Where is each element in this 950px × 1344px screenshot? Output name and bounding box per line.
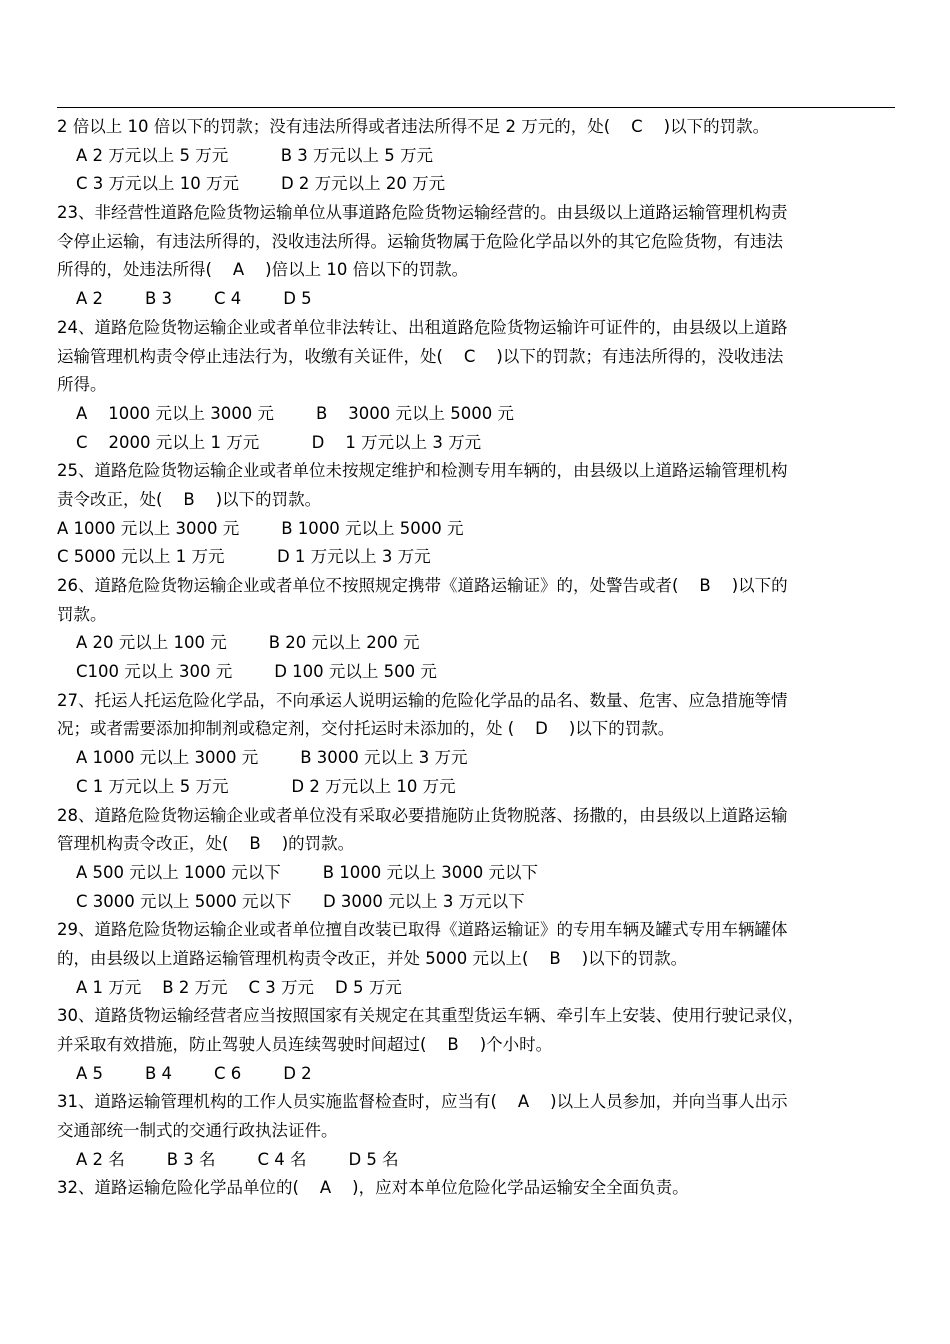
question-29: 29、道路危险货物运输企业或者单位擅自改装已取得《道路运输证》的专用车辆及罐式专用车辆罐体	[57, 920, 788, 940]
answer-options: A 1000 元以上 3000 元 B 3000 元以上 3 万元	[76, 748, 468, 768]
text-line: 2 倍以上 10 倍以下的罚款；没有违法所得或者违法所得不足 2 万元的，处( C )以下的罚款。	[57, 117, 770, 136]
answer-options: C 2000 元以上 1 万元 D 1 万元以上 3 万元	[76, 432, 482, 452]
answer-options: C 5000 元以上 1 万元 D 1 万元以上 3 万元	[57, 547, 431, 567]
answer-options: A 2 B 3 C 4 D 5	[76, 289, 312, 309]
question-27: 27、托运人托运危险化学品，不向承运人说明运输的危险化学品的品名、数量、危害、应急措施等情	[57, 690, 788, 710]
text-line: 所得。	[57, 375, 107, 395]
text-line: 交通部统一制式的交通行政执法证件。	[57, 1121, 338, 1141]
answer-options: A 1000 元以上 3000 元 B 1000 元以上 5000 元	[57, 518, 464, 538]
text-line: 所得的，处违法所得( A )倍以上 10 倍以下的罚款。	[57, 260, 469, 280]
question-23: 23、非经营性道路危险货物运输单位从事道路危险货物运输经营的。由县级以上道路运输管理机构责	[57, 203, 788, 223]
text-line: 的，由县级以上道路运输管理机构责令改正，并处 5000 元以上( B )以下的罚款。	[57, 948, 688, 968]
text-line: 令停止运输，有违法所得的，没收违法所得。运输货物属于危险化学品以外的其它危险货物，有违法	[57, 231, 783, 251]
answer-options: A 1000 元以上 3000 元 B 3000 元以上 5000 元	[76, 403, 514, 423]
answer-options: A 2 名 B 3 名 C 4 名 D 5 名	[76, 1149, 399, 1169]
answer-options: A 500 元以上 1000 元以下 B 1000 元以上 3000 元以下	[76, 862, 538, 882]
answer-options: A 1 万元 B 2 万元 C 3 万元 D 5 万元	[76, 977, 402, 997]
question-24: 24、道路危险货物运输企业或者单位非法转让、出租道路危险货物运输许可证件的，由县级以上道路	[57, 317, 788, 337]
header-rule	[57, 107, 895, 108]
answer-options: C 1 万元以上 5 万元 D 2 万元以上 10 万元	[76, 776, 456, 796]
text-line: 运输管理机构责令停止违法行为，收缴有关证件，处( C )以下的罚款；有违法所得的，没收违法	[57, 346, 784, 366]
document-body	[57, 113, 895, 1203]
question-28: 28、道路危险货物运输企业或者单位没有采取必要措施防止货物脱落、扬撒的，由县级以上道路运输	[57, 805, 788, 825]
question-31: 31、道路运输管理机构的工作人员实施监督检查时，应当有( A )以上人员参加，并向当事人出示	[57, 1092, 788, 1112]
answer-options: A 20 元以上 100 元 B 20 元以上 200 元	[76, 633, 420, 653]
question-30: 30、道路货物运输经营者应当按照国家有关规定在其重型货运车辆、牵引车上安装、使用行驶记录仪，	[57, 1006, 804, 1026]
answer-options: C100 元以上 300 元 D 100 元以上 500 元	[76, 662, 437, 682]
question-32: 32、道路运输危险化学品单位的( A )，应对本单位危险化学品运输安全全面负责。	[57, 1178, 689, 1198]
text-line: 罚款。	[57, 604, 107, 624]
text-line: 管理机构责令改正，处( B )的罚款。	[57, 834, 355, 854]
answer-options: A 2 万元以上 5 万元 B 3 万元以上 5 万元	[76, 145, 434, 165]
question-25: 25、道路危险货物运输企业或者单位未按规定维护和检测专用车辆的，由县级以上道路运输管理机构	[57, 461, 788, 481]
question-26: 26、道路危险货物运输企业或者单位不按照规定携带《道路运输证》的，处警告或者( B )以下的	[57, 576, 788, 595]
text-line: 况；或者需要添加抑制剂或稳定剂，交付托运时未添加的，处 ( D )以下的罚款。	[57, 719, 675, 739]
answer-options: C 3000 元以上 5000 元以下 D 3000 元以上 3 万元以下	[76, 891, 525, 911]
answer-options: C 3 万元以上 10 万元 D 2 万元以上 20 万元	[76, 174, 446, 194]
text-line: 并采取有效措施，防止驾驶人员连续驾驶时间超过( B )个小时。	[57, 1035, 553, 1054]
answer-options: A 5 B 4 C 6 D 2	[76, 1063, 312, 1083]
text-line: 责令改正，处( B )以下的罚款。	[57, 489, 322, 509]
